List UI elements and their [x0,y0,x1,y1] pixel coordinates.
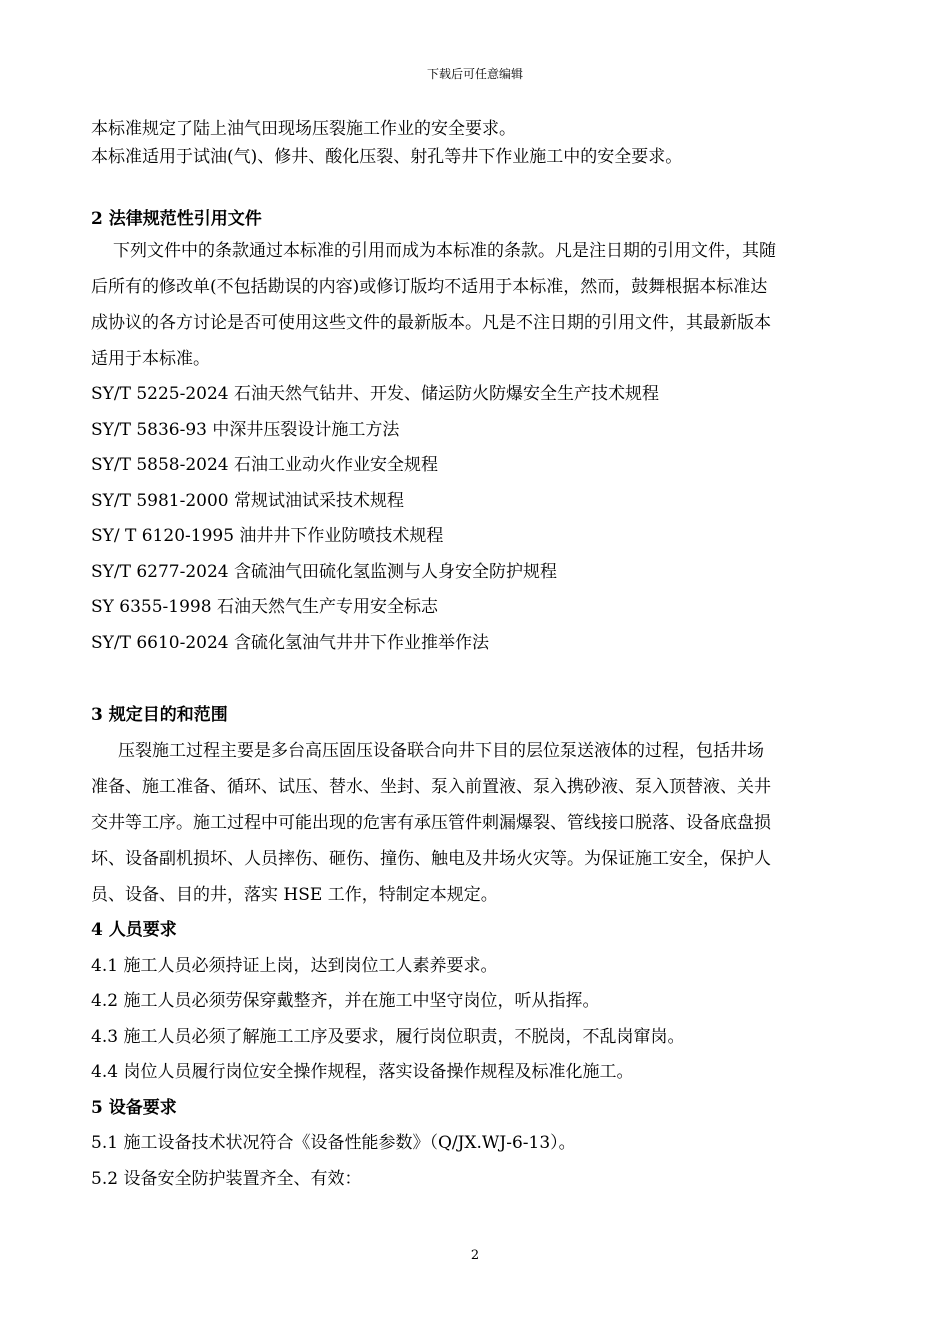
section-5-item: 5.1 施工设备技术状况符合《设备性能参数》（Q/JX.WJ-6-13）。 [91,1133,576,1153]
scope-line-2: 本标准适用于试油(气)、修井、酸化压裂、射孔等井下作业施工中的安全要求。 [91,147,683,167]
section-2-para-line: 下列文件中的条款通过本标准的引用而成为本标准的条款。凡是注日期的引用文件，其随 [113,241,776,261]
reference-item: SY 6355-1998 石油天然气生产专用安全标志 [91,597,438,617]
section-3-para-line: 员、设备、目的井，落实 HSE 工作，特制定本规定。 [91,885,498,905]
section-4-item: 4.3 施工人员必须了解施工工序及要求，履行岗位职责，不脱岗，不乱岗窜岗。 [91,1026,685,1047]
section-5-item: 5.2 设备安全防护装置齐全、有效： [91,1168,362,1189]
section-3-para-line: 坏、设备副机损坏、人员摔伤、砸伤、撞伤、触电及井场火灾等。为保证施工安全，保护人 [91,849,771,869]
section-2-para-line: 后所有的修改单(不包括勘误的内容)或修订版均不适用于本标准，然而，鼓舞根据本标准达 [91,277,768,297]
reference-item: SY/T 5981-2000 常规试油试采技术规程 [91,490,405,511]
section-3-para-line: 交井等工序。施工过程中可能出现的危害有承压管件刺漏爆裂、管线接口脱落、设备底盘损 [91,813,771,833]
section-4-item: 4.4 岗位人员履行岗位安全操作规程，落实设备操作规程及标准化施工。 [91,1062,634,1082]
reference-item: SY/T 6277-2024 含硫油气田硫化氢监测与人身安全防护规程 [91,561,558,582]
section-4-heading: 4 人员要求 [91,920,177,940]
spacer [91,661,861,697]
reference-item: SY/ T 6120-1995 油井井下作业防喷技术规程 [91,526,444,546]
reference-item: SY/T 5225-2024 石油天然气钻井、开发、储运防火防爆安全生产技术规程 [91,384,660,404]
section-3-para-line: 准备、施工准备、循环、试压、替水、坐封、泵入前置液、泵入携砂液、泵入顶替液、关井 [91,777,771,797]
reference-item: SY/T 5858-2024 石油工业动火作业安全规程 [91,455,439,475]
section-3-para-line: 压裂施工过程主要是多台高压固压设备联合向井下目的层位泵送液体的过程，包括井场 [118,741,764,761]
reference-item: SY/T 6610-2024 含硫化氢油气井井下作业推举作法 [91,632,490,653]
section-4-item: 4.1 施工人员必须持证上岗，达到岗位工人素养要求。 [91,955,498,976]
document-body [91,115,861,1197]
section-2-heading: 2 法律规范性引用文件 [91,209,262,229]
page-number: 2 [470,1248,480,1263]
scope-line-1: 本标准规定了陆上油气田现场压裂施工作业的安全要求。 [91,119,516,139]
page-header: 下载后可任意编辑 [426,67,523,81]
section-4-item: 4.2 施工人员必须劳保穿戴整齐，并在施工中坚守岗位，听从指挥。 [91,991,600,1011]
section-5-heading: 5 设备要求 [91,1097,177,1118]
section-2-para-line: 成协议的各方讨论是否可使用这些文件的最新版本。凡是不注日期的引用文件，其最新版本 [91,313,771,333]
spacer [91,171,861,205]
section-2-para-line: 适用于本标准。 [91,349,210,369]
reference-item: SY/T 5836-93 中深井压裂设计施工方法 [91,419,400,440]
section-3-heading: 3 规定目的和范围 [91,705,228,725]
